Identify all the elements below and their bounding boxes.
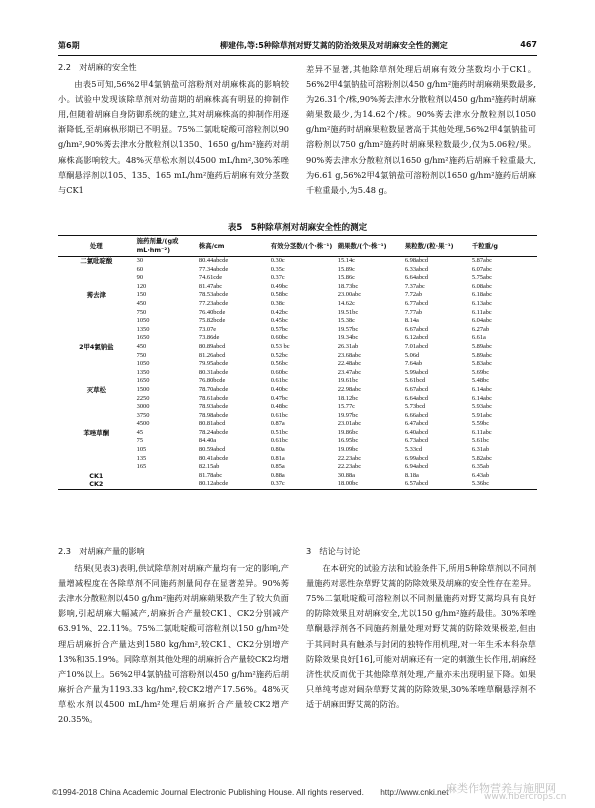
table-cell: 78.93abcde	[198, 403, 229, 411]
table-cell: 5.73bcd	[404, 403, 426, 411]
table-cell: 84.40a	[198, 437, 217, 445]
table-cell: 0.53 bc	[270, 342, 290, 350]
table-cell: 5.75abc	[471, 274, 492, 282]
table-row	[58, 377, 537, 386]
table-cell: 82.15ab	[198, 463, 220, 471]
table-cell: 6.64abcd	[404, 274, 429, 282]
table-cell: 15.38c	[337, 317, 355, 325]
table-row	[58, 369, 537, 378]
section-2-3	[58, 544, 289, 727]
table-cell: 5.89abc	[471, 342, 492, 350]
treatment-cell	[58, 266, 135, 275]
table-cell: 78.98abcde	[198, 411, 229, 419]
table-cell: 60	[136, 265, 144, 273]
table-cell: 0.47bc	[270, 394, 288, 402]
table-cell: 78.53abcde	[198, 291, 229, 299]
table-cell: 90	[136, 274, 144, 282]
table-cell: 0.58bc	[270, 291, 288, 299]
section-heading: 2.2 对胡麻的安全性	[58, 62, 137, 72]
table-cell: 450	[136, 299, 147, 307]
treatment-cell	[58, 309, 135, 318]
table-cell: 22.23abc	[337, 463, 362, 471]
table-row	[58, 360, 537, 369]
treatment-cell	[58, 412, 135, 421]
table-cell: 0.38c	[270, 299, 285, 307]
table-cell: 7.72ab	[404, 291, 423, 299]
table-cell: 81.78abc	[198, 471, 223, 479]
table-cell: 22.98abc	[337, 385, 362, 393]
table-row	[58, 455, 537, 464]
column-header: 处理	[58, 236, 135, 257]
header-rule	[58, 55, 537, 56]
table-cell: 0.49bc	[270, 282, 288, 290]
table-cell: 80.41abcde	[198, 454, 229, 462]
table-cell: 6.33abcd	[404, 265, 429, 273]
watermark-title: 麻类作物营养与施肥网	[446, 782, 556, 795]
table-cell: 0.80a	[270, 446, 285, 454]
treatment-cell: 灭草松	[86, 385, 106, 394]
running-title: 柳建伟,等:5种除草剂对野艾蒿的防治效果及对胡麻安全性的测定	[220, 41, 448, 50]
table-cell: 73.86de	[198, 334, 220, 342]
table-cell: 0.61bc	[270, 437, 288, 445]
table-cell: 19.57bc	[337, 325, 359, 333]
table-cell: 6.67abcd	[404, 325, 429, 333]
table-cell: 165	[136, 463, 147, 471]
table-row	[58, 437, 537, 446]
table-cell: 6.04abc	[471, 317, 492, 325]
table-cell: 7.64ab	[404, 360, 423, 368]
table-cell: 78.70abcde	[198, 385, 229, 393]
treatment-cell: CK2	[58, 480, 135, 489]
table-cell: 6.35ab	[471, 463, 490, 471]
table-cell: 120	[136, 282, 147, 290]
table-cell: 22.23abc	[337, 454, 362, 462]
page-number: 467	[520, 40, 537, 49]
table-cell: 0.40bc	[270, 385, 288, 393]
section-heading: 3 结论与讨论	[306, 546, 361, 556]
treatment-cell: 二氯吡啶酸	[80, 257, 113, 265]
table-cell: 2250	[136, 394, 150, 402]
column-header: 株高/cm	[197, 236, 269, 257]
treatment-cell	[58, 274, 135, 283]
table-cell: 0.37c	[270, 274, 285, 282]
table-cell: 6.64abcd	[404, 394, 429, 402]
table-row	[58, 300, 537, 309]
table-cell: 30.88a	[337, 471, 355, 479]
table-cell: 0.88a	[270, 471, 285, 479]
table-cell: 23.68abc	[337, 351, 362, 359]
table-cell: 5.61bc	[471, 437, 490, 445]
table-cell: 23.00abc	[337, 291, 362, 299]
table-cell: 80.31abcde	[198, 368, 229, 376]
table-cell: 75	[136, 437, 144, 445]
table-cell: 3750	[136, 411, 150, 419]
table-cell: 5.48bc	[471, 377, 490, 385]
table-cell: 0.60bc	[270, 334, 288, 342]
table-cell: 1050	[136, 360, 150, 368]
table-cell: 77.23abcde	[198, 299, 229, 307]
table-cell: 0.60bc	[270, 368, 288, 376]
table-row	[58, 403, 537, 412]
table-cell: 76.80bcde	[198, 377, 226, 385]
table-cell: 18.12bc	[337, 394, 359, 402]
table-cell: 6.98abcd	[404, 257, 429, 264]
table-cell: 8.14a	[404, 317, 419, 325]
table-cell: 6.14abc	[471, 394, 492, 402]
copyright-footer: ©1994-2018 China Academic Journal Electronic Publishing House. All rights reserved. http://www.cnki.net	[52, 788, 449, 797]
table-cell: 5.36bc	[470, 480, 537, 489]
section-2-2	[58, 60, 289, 198]
table-cell: 6.14abc	[471, 385, 492, 393]
table-cell: 0.35c	[270, 265, 285, 273]
table-cell: 150	[136, 291, 147, 299]
table-cell: 15.14c	[337, 257, 355, 264]
table-cell: 18.00bc	[336, 480, 403, 489]
table-cell: 0.81a	[270, 454, 285, 462]
treatment-cell	[58, 395, 135, 404]
treatment-cell	[58, 300, 135, 309]
table-cell: 19.51bc	[337, 308, 359, 316]
table-cell: 74.61cde	[198, 274, 223, 282]
table-cell: 23.47abc	[337, 368, 362, 376]
body-paragraph: 在本研究的试验方法和试验条件下,所用5种除草剂以不同剂量施药对恶性杂草野艾蒿的防除效果及胡麻的安全性存在差异。75%二氯吡啶酸可溶粒剂以不同剂量施药对野艾蒿均具有良好的防除效果且对胡麻安全,尤以150 g/hm²施药最佳。30%苯唑草酮悬浮剂各不同施药剂量处理对野艾蒿的防除效果极差,但由于其同时具有触杀与封闭的独特作用机理,对一年生禾本科杂草防除效果良好[16],可能对胡麻还有一定的刺激生长作用,胡麻经济性状反而优于其他除草剂处理,产量亦未出现明显下降。如果只单纯考虑对阔杂草野艾蒿的防除效果,30%苯唑草酮悬浮剂不适于胡麻田野艾蒿的防治。	[306, 563, 536, 709]
treatment-cell	[58, 360, 135, 369]
table-cell: 30	[136, 257, 144, 264]
table-cell: 5.83abc	[471, 360, 492, 368]
table-row	[58, 352, 537, 361]
table-cell: 15.89c	[337, 265, 355, 273]
table-row	[58, 334, 537, 343]
section-2-2-cont	[306, 62, 536, 198]
table-cell: 6.67abcd	[404, 385, 429, 393]
table-cell: 750	[136, 351, 147, 359]
treatment-cell	[58, 403, 135, 412]
table-cell: 0.52bc	[270, 351, 288, 359]
table-cell: 1350	[136, 368, 150, 376]
body-paragraph: 差异不显著,其他除草剂处理后胡麻有效分茎数均小于CK1。56%2甲4氯钠盐可溶粉剂以450 g/hm²施药时胡麻蒴果数最多,为26.31个/株,90%莠去津水分散粒剂以450 g/hm²施药时胡麻蒴果数最少,为14.62个/株。90%莠去津水分散粒剂以1050 g/hm²施药时胡麻果粒数显著高于其他处理,56%2甲4氯钠盐可溶粉剂以750 g/hm²施药时胡麻果粒数最少,仅为5.06粒/果。90%莠去津水分散粒剂以1650 g/hm²施药后胡麻千粒重最大,为6.61 g,56%2甲4氯钠盐可溶粉剂以1650 g/hm²施药后胡麻千粒重最小,为5.48 g。	[306, 64, 536, 195]
table-header-row	[58, 236, 537, 257]
table-cell: 6.31ab	[471, 446, 490, 454]
table-cell: 0.51bc	[270, 428, 288, 436]
table-cell: 0.61bc	[270, 377, 288, 385]
table-cell: 5.93abc	[471, 403, 492, 411]
table-cell: 6.77abcd	[404, 299, 429, 307]
table-cell: 6.08abc	[471, 282, 492, 290]
section-heading: 2.3 对胡麻产量的影响	[58, 546, 145, 556]
column-header: 施药剂量/(g或mL·hm⁻²)	[135, 236, 197, 257]
table-cell: 80.89abcd	[198, 342, 226, 350]
column-header: 有效分茎数/(个·株⁻¹)	[269, 236, 336, 257]
table-cell: 18.73bc	[337, 282, 359, 290]
table-row	[58, 291, 537, 300]
table-row	[58, 429, 537, 438]
table-cell: 8.18a	[404, 471, 419, 479]
table-row	[58, 446, 537, 455]
data-table	[58, 235, 537, 490]
table-cell: 5.89abc	[471, 351, 492, 359]
table-cell: 6.12abcd	[404, 334, 429, 342]
table-cell: 19.61bc	[337, 377, 359, 385]
table-title: 表5 5种除草剂对胡麻安全性的测定	[227, 223, 368, 233]
issue-number: 第6期	[58, 41, 80, 50]
table-cell: 7.01abcd	[404, 342, 429, 350]
table-cell: 7.77ab	[404, 308, 423, 316]
table-cell: 4500	[136, 420, 150, 428]
table-cell: 78.24abcde	[198, 428, 229, 436]
table-row	[58, 317, 537, 326]
table-cell: 80.12abcde	[197, 480, 269, 489]
treatment-cell	[58, 334, 135, 343]
column-header: 千粒重/g	[470, 236, 537, 257]
table-cell: 0.48bc	[270, 403, 288, 411]
table-cell: 5.87abc	[471, 257, 492, 264]
table-cell: 76.40bcde	[198, 308, 226, 316]
table-cell: 45	[136, 428, 144, 436]
table-cell: 80.44abcde	[198, 257, 229, 264]
table-cell: 0.37c	[269, 480, 336, 489]
table-cell: 6.11abc	[471, 308, 492, 316]
table-row	[58, 309, 537, 318]
treatment-cell: 莠去津	[86, 291, 106, 300]
treatment-cell	[58, 369, 135, 378]
treatment-cell	[58, 377, 135, 386]
treatment-cell: CK1	[89, 471, 104, 480]
treatment-cell	[58, 326, 135, 335]
table-cell: 26.31ab	[337, 342, 359, 350]
table-cell: 5.82abc	[471, 454, 492, 462]
table-cell: 7.37abc	[404, 282, 425, 290]
table-cell: 1650	[136, 334, 150, 342]
treatment-cell	[58, 352, 135, 361]
table-cell: 80.81abcd	[198, 420, 226, 428]
running-header	[58, 40, 537, 54]
table-cell: 0.87a	[270, 420, 285, 428]
table-cell: 5.99abcd	[404, 368, 429, 376]
table-cell: 19.97bc	[337, 411, 359, 419]
table-cell: 0.30c	[270, 257, 285, 264]
table-cell: 0.85a	[270, 463, 285, 471]
treatment-cell	[58, 420, 135, 429]
table-row	[58, 326, 537, 335]
table-cell: 750	[136, 308, 147, 316]
table-body	[58, 257, 537, 490]
treatment-cell	[58, 446, 135, 455]
table-row	[58, 343, 537, 352]
watermark-url: www.fibercrops.cn	[484, 792, 567, 802]
table-cell: 135	[136, 454, 147, 462]
table-cell: 5.59bc	[471, 420, 490, 428]
treatment-cell	[58, 463, 135, 472]
table-cell: 5.61bcd	[404, 377, 426, 385]
table-cell: 5.33cd	[404, 446, 423, 454]
table-row	[58, 386, 537, 395]
column-header: 果粒数/(粒·果⁻¹)	[403, 236, 470, 257]
table-cell: 6.99abcd	[404, 454, 429, 462]
table-row	[58, 395, 537, 404]
table-cell: 0.45bc	[270, 317, 288, 325]
table-cell: 79.95abcde	[198, 360, 229, 368]
table-cell: 23.01abc	[337, 420, 362, 428]
table-cell: 1050	[136, 317, 150, 325]
table-row	[58, 257, 537, 266]
table-cell: 6.18abc	[471, 291, 492, 299]
table-row	[58, 266, 537, 275]
table-cell: 6.73abcd	[404, 437, 429, 445]
table-cell: 6.13abc	[471, 299, 492, 307]
table-cell: 6.66abcd	[404, 411, 429, 419]
treatment-cell: 2甲4氯钠盐	[79, 342, 114, 351]
body-paragraph: 结果(见表3)表明,供试除草剂对胡麻产量均有一定的影响,产量增减程度在各除草剂不同施药剂量间存在显著差异。90%莠去津水分散粒剂以450 g/hm²施药对胡麻蒴果数产生了较大负面影响,引起胡麻大幅减产,胡麻折合产量较CK1、CK2分别减产63.91%、22.11%。75%二氯吡啶酸可溶粒剂以150 g/hm²处理后胡麻折合产量达到1580 kg/hm²,较CK1、CK2分别增产13%和35.19%。同除草剂其他处理的胡麻折合产量较CK2均增产10%以上。56%2甲4氯钠盐可溶粉剂以450 g/hm²施药后胡麻折合产量为1193.33 kg/hm²,较CK2增产17.56%。48%灭草松水剂以4500 mL/hm²处理后胡麻折合产量较CK2增产20.35%。	[58, 563, 289, 725]
table-cell: 0.61bc	[270, 411, 288, 419]
table-row	[58, 274, 537, 283]
table-cell: 15.86c	[337, 274, 355, 282]
table-cell: 75.82bcde	[198, 317, 226, 325]
table-cell	[135, 480, 197, 489]
table-cell: 77.34abcde	[198, 265, 229, 273]
table-cell: 80.59abcd	[198, 446, 226, 454]
table-cell: 6.27ab	[471, 325, 490, 333]
table-row	[58, 412, 537, 421]
treatment-cell	[58, 317, 135, 326]
body-paragraph: 由表5可知,56%2甲4氯钠盐可溶粉剂对胡麻株高的影响较小。试验中发现该除草剂对幼苗期的胡麻株高有明显的抑制作用,但随着胡麻自身防御系统的建立,其对胡麻株高的抑制作用逐渐降低,至胡麻枞形期已不明显。75%二氯吡啶酸可溶粒剂以90 g/hm²,90%莠去津水分散粒剂以1350、1650 g/hm²施药对胡麻株高影响较大。48%灭草松水剂以4500 mL/hm²,30%苯唑草酮悬浮剂以105、135、165 mL/hm²施药后胡麻有效分茎数与CK1	[58, 79, 289, 195]
table-cell: 14.62c	[337, 299, 355, 307]
table-row	[58, 283, 537, 292]
table-cell: 1650	[136, 377, 150, 385]
table-row	[58, 480, 537, 489]
table-cell: 16.95bc	[337, 437, 359, 445]
table-cell: 5.69bc	[471, 368, 490, 376]
table-cell: 81.47abc	[198, 282, 223, 290]
treatment-cell: 苯唑草酮	[83, 428, 110, 437]
table-cell: 0.42bc	[270, 308, 288, 316]
table-cell: 1350	[136, 325, 150, 333]
table-row	[58, 463, 537, 472]
table-cell: 450	[136, 342, 147, 350]
table-row	[58, 472, 537, 481]
table-cell: 81.26abcd	[198, 351, 226, 359]
table-cell: 15.77c	[337, 403, 355, 411]
section-3	[306, 544, 536, 712]
table-cell: 1500	[136, 385, 150, 393]
table-cell: 6.57abcd	[403, 480, 470, 489]
table-cell: 0.57bc	[270, 325, 288, 333]
table-cell: 6.07abc	[471, 265, 492, 273]
table-cell: 105	[136, 446, 147, 454]
table-cell: 6.61a	[471, 334, 486, 342]
table-cell: 19.09bc	[337, 446, 359, 454]
table-cell: 5.91abc	[471, 411, 492, 419]
table-cell: 5.06d	[404, 351, 420, 359]
treatment-cell	[58, 437, 135, 446]
table-cell: 6.40abcd	[404, 428, 429, 436]
table-cell: 6.47abcd	[404, 420, 429, 428]
table-cell: 22.48abc	[337, 360, 362, 368]
table-row	[58, 420, 537, 429]
table-cell: 19.86bc	[337, 428, 359, 436]
table-cell: 6.11abc	[471, 428, 492, 436]
treatment-cell	[58, 455, 135, 464]
table-cell: 3000	[136, 403, 150, 411]
column-header: 蒴果数/(个·株⁻¹)	[336, 236, 403, 257]
table-cell: 6.94abcd	[404, 463, 429, 471]
table-cell	[135, 472, 197, 481]
table-cell: 73.07e	[198, 325, 217, 333]
table-cell: 78.61abcde	[198, 394, 229, 402]
table-cell: 19.34bc	[337, 334, 359, 342]
table-cell: 6.43ab	[471, 471, 490, 479]
table-cell: 0.56bc	[270, 360, 288, 368]
